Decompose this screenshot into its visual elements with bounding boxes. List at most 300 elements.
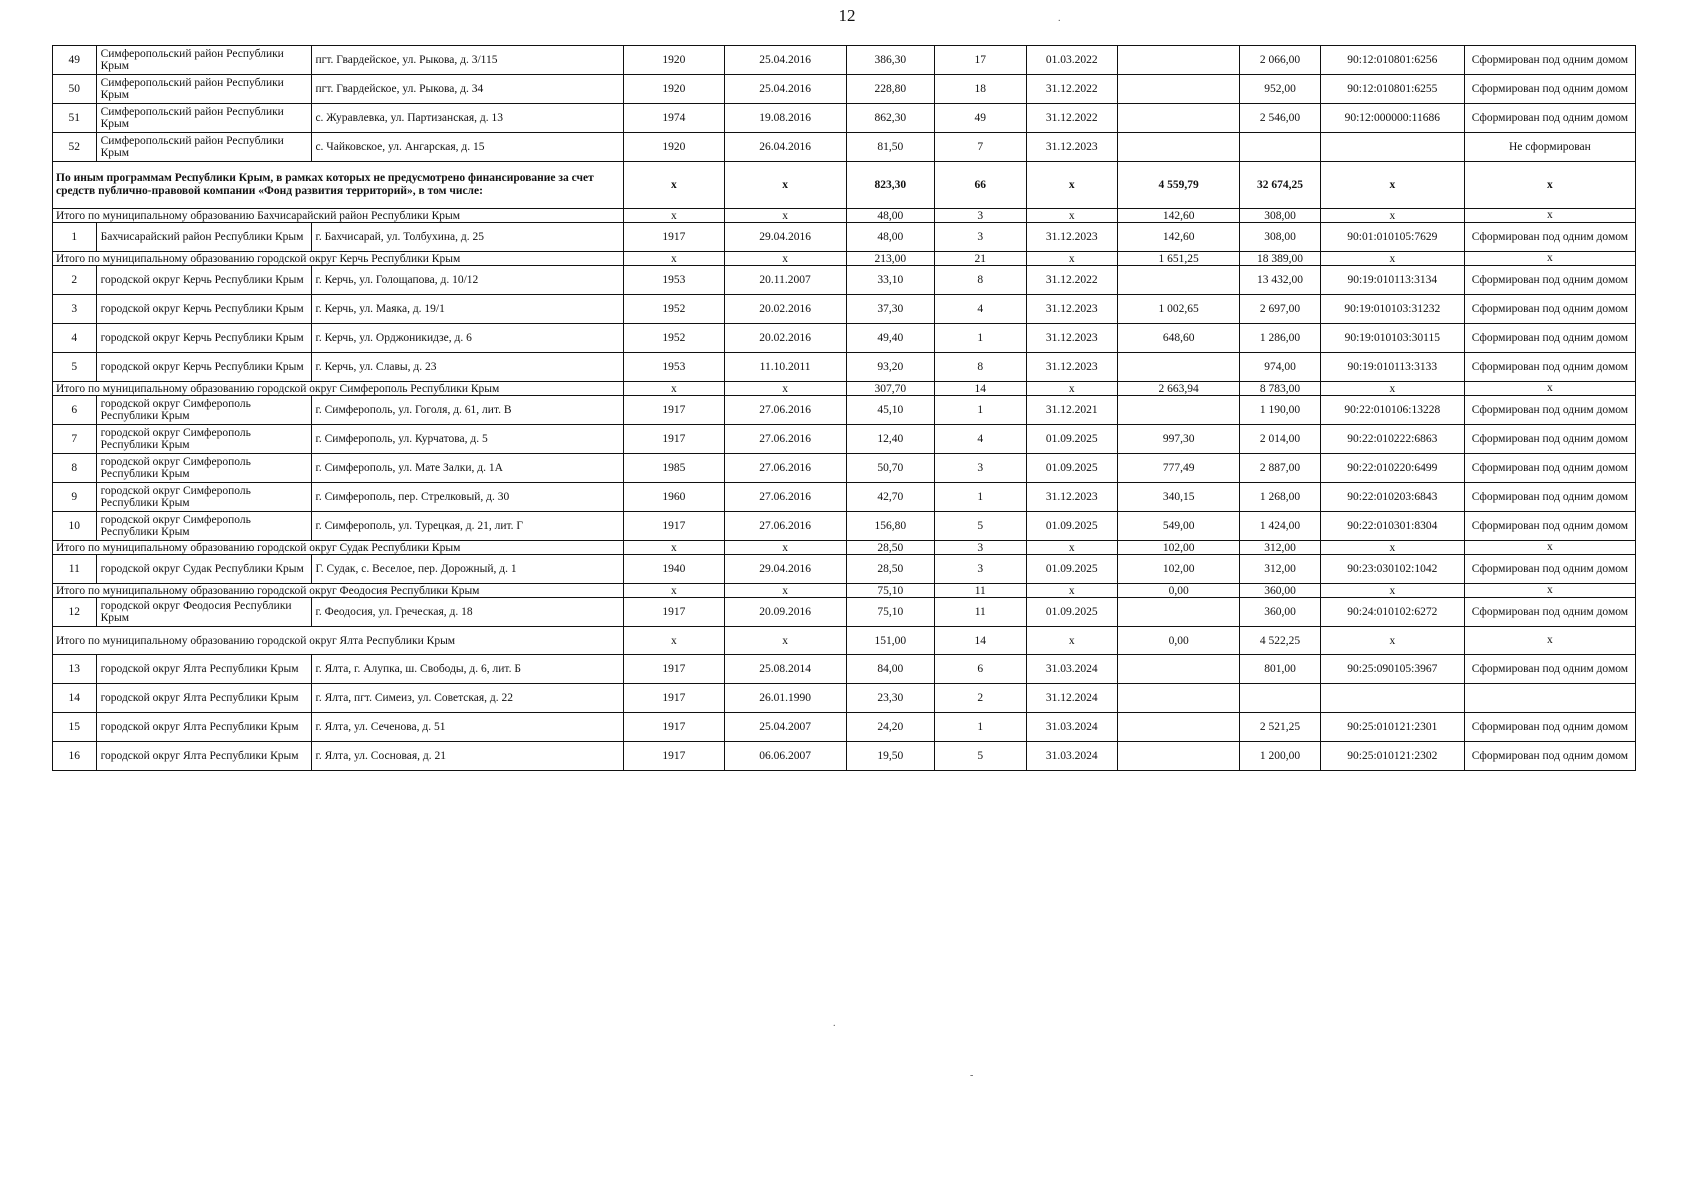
deadline-cell: 31.12.2022 bbox=[1026, 104, 1118, 133]
value1-cell: 4 559,79 bbox=[1118, 162, 1240, 209]
deadline-cell: x bbox=[1026, 584, 1118, 598]
cadastral-number-cell: 90:22:010203:6843 bbox=[1320, 483, 1464, 512]
page-number: 12 bbox=[838, 6, 856, 25]
year-cell: x bbox=[624, 627, 724, 655]
table-row bbox=[53, 655, 1636, 684]
deadline-cell: x bbox=[1026, 252, 1118, 266]
municipality-cell: городской округ Судак Республики Крым bbox=[96, 555, 312, 584]
area-cell: 50,70 bbox=[846, 454, 934, 483]
recognition-date-cell: 06.06.2007 bbox=[724, 742, 846, 771]
year-cell: 1985 bbox=[624, 454, 724, 483]
residents-cell: 3 bbox=[934, 541, 1026, 555]
deadline-cell: 01.09.2025 bbox=[1026, 598, 1118, 627]
residents-cell: 3 bbox=[934, 223, 1026, 252]
area-cell: 84,00 bbox=[846, 655, 934, 684]
municipality-cell: Симферопольский район Республики Крым bbox=[96, 104, 312, 133]
recognition-date-cell: 27.06.2016 bbox=[724, 396, 846, 425]
year-cell: 1917 bbox=[624, 223, 724, 252]
municipality-cell: городской округ Керчь Республики Крым bbox=[96, 295, 312, 324]
value2-cell: 8 783,00 bbox=[1240, 382, 1321, 396]
year-cell: 1917 bbox=[624, 742, 724, 771]
land-status-cell: x bbox=[1464, 252, 1635, 266]
value2-cell: 2 887,00 bbox=[1240, 454, 1321, 483]
municipality-cell: Симферопольский район Республики Крым bbox=[96, 75, 312, 104]
deadline-cell: 31.12.2023 bbox=[1026, 353, 1118, 382]
land-status-cell: Сформирован под одним домом bbox=[1464, 353, 1635, 382]
area-cell: 23,30 bbox=[846, 684, 934, 713]
year-cell: 1952 bbox=[624, 324, 724, 353]
land-status-cell: Сформирован под одним домом bbox=[1464, 266, 1635, 295]
value2-cell bbox=[1240, 684, 1321, 713]
area-cell: 49,40 bbox=[846, 324, 934, 353]
area-cell: 45,10 bbox=[846, 396, 934, 425]
table-row bbox=[53, 46, 1636, 75]
row-number-cell: 10 bbox=[53, 512, 97, 541]
year-cell: 1917 bbox=[624, 684, 724, 713]
recognition-date-cell: x bbox=[724, 252, 846, 266]
recognition-date-cell: x bbox=[724, 541, 846, 555]
cadastral-number-cell: x bbox=[1320, 252, 1464, 266]
subtotal-row bbox=[53, 209, 1636, 223]
area-cell: 28,50 bbox=[846, 541, 934, 555]
recognition-date-cell: x bbox=[724, 209, 846, 223]
year-cell: 1952 bbox=[624, 295, 724, 324]
residents-cell: 66 bbox=[934, 162, 1026, 209]
deadline-cell: 01.09.2025 bbox=[1026, 555, 1118, 584]
deadline-cell: 01.09.2025 bbox=[1026, 425, 1118, 454]
value2-cell: 801,00 bbox=[1240, 655, 1321, 684]
value1-cell: 102,00 bbox=[1118, 555, 1240, 584]
value2-cell: 360,00 bbox=[1240, 598, 1321, 627]
residents-cell: 49 bbox=[934, 104, 1026, 133]
address-cell: г. Бахчисарай, ул. Толбухина, д. 25 bbox=[312, 223, 624, 252]
cadastral-number-cell: 90:22:010222:6863 bbox=[1320, 425, 1464, 454]
area-cell: 156,80 bbox=[846, 512, 934, 541]
recognition-date-cell: 29.04.2016 bbox=[724, 223, 846, 252]
value2-cell: 2 521,25 bbox=[1240, 713, 1321, 742]
value1-cell: 777,49 bbox=[1118, 454, 1240, 483]
table-row bbox=[53, 713, 1636, 742]
row-number-cell: 11 bbox=[53, 555, 97, 584]
year-cell: 1920 bbox=[624, 46, 724, 75]
municipality-cell: Симферопольский район Республики Крым bbox=[96, 133, 312, 162]
value2-cell: 4 522,25 bbox=[1240, 627, 1321, 655]
area-cell: 28,50 bbox=[846, 555, 934, 584]
cadastral-number-cell: 90:24:010102:6272 bbox=[1320, 598, 1464, 627]
recognition-date-cell: x bbox=[724, 627, 846, 655]
residents-cell: 5 bbox=[934, 512, 1026, 541]
table-row bbox=[53, 598, 1636, 627]
area-cell: 307,70 bbox=[846, 382, 934, 396]
year-cell: 1960 bbox=[624, 483, 724, 512]
area-cell: 151,00 bbox=[846, 627, 934, 655]
residents-cell: 11 bbox=[934, 598, 1026, 627]
cadastral-number-cell: x bbox=[1320, 584, 1464, 598]
year-cell: 1917 bbox=[624, 512, 724, 541]
municipality-cell: городской округ Керчь Республики Крым bbox=[96, 353, 312, 382]
table-row bbox=[53, 295, 1636, 324]
deadline-cell: x bbox=[1026, 162, 1118, 209]
deadline-cell: 31.03.2024 bbox=[1026, 713, 1118, 742]
recognition-date-cell: x bbox=[724, 162, 846, 209]
value1-cell: 1 651,25 bbox=[1118, 252, 1240, 266]
value2-cell: 1 286,00 bbox=[1240, 324, 1321, 353]
address-cell: г. Симферополь, ул. Гоголя, д. 61, лит. В bbox=[312, 396, 624, 425]
subtotal-label-cell: Итого по муниципальному образованию городской округ Керчь Республики Крым bbox=[53, 252, 624, 266]
recognition-date-cell: 25.04.2016 bbox=[724, 46, 846, 75]
area-cell: 48,00 bbox=[846, 209, 934, 223]
address-cell: г. Керчь, ул. Маяка, д. 19/1 bbox=[312, 295, 624, 324]
residents-cell: 1 bbox=[934, 713, 1026, 742]
municipality-cell: городской округ Симферополь Республики Крым bbox=[96, 483, 312, 512]
value1-cell: 997,30 bbox=[1118, 425, 1240, 454]
deadline-cell: 31.12.2022 bbox=[1026, 266, 1118, 295]
land-status-cell: Сформирован под одним домом bbox=[1464, 223, 1635, 252]
value2-cell: 2 697,00 bbox=[1240, 295, 1321, 324]
value1-cell: 142,60 bbox=[1118, 223, 1240, 252]
value2-cell: 32 674,25 bbox=[1240, 162, 1321, 209]
recognition-date-cell: 26.01.1990 bbox=[724, 684, 846, 713]
year-cell: x bbox=[624, 252, 724, 266]
deadline-cell: 01.09.2025 bbox=[1026, 454, 1118, 483]
recognition-date-cell: 26.04.2016 bbox=[724, 133, 846, 162]
land-status-cell: Сформирован под одним домом bbox=[1464, 396, 1635, 425]
land-status-cell: Сформирован под одним домом bbox=[1464, 655, 1635, 684]
land-status-cell: Сформирован под одним домом bbox=[1464, 104, 1635, 133]
subtotal-label-cell: Итого по муниципальному образованию городской округ Ялта Республики Крым bbox=[53, 627, 624, 655]
row-number-cell: 49 bbox=[53, 46, 97, 75]
area-cell: 823,30 bbox=[846, 162, 934, 209]
cadastral-number-cell: 90:25:010121:2302 bbox=[1320, 742, 1464, 771]
recognition-date-cell: 25.04.2007 bbox=[724, 713, 846, 742]
row-number-cell: 5 bbox=[53, 353, 97, 382]
area-cell: 42,70 bbox=[846, 483, 934, 512]
table-row bbox=[53, 454, 1636, 483]
row-number-cell: 12 bbox=[53, 598, 97, 627]
area-cell: 386,30 bbox=[846, 46, 934, 75]
land-status-cell: Сформирован под одним домом bbox=[1464, 46, 1635, 75]
value2-cell: 2 066,00 bbox=[1240, 46, 1321, 75]
land-status-cell: Сформирован под одним домом bbox=[1464, 742, 1635, 771]
deadline-cell: 31.12.2022 bbox=[1026, 75, 1118, 104]
residents-cell: 11 bbox=[934, 584, 1026, 598]
area-cell: 75,10 bbox=[846, 584, 934, 598]
cadastral-number-cell: 90:19:010113:3133 bbox=[1320, 353, 1464, 382]
address-cell: г. Ялта, г. Алупка, ш. Свободы, д. 6, лит. Б bbox=[312, 655, 624, 684]
recognition-date-cell: 27.06.2016 bbox=[724, 483, 846, 512]
table-row bbox=[53, 324, 1636, 353]
value1-cell bbox=[1118, 713, 1240, 742]
recognition-date-cell: 25.08.2014 bbox=[724, 655, 846, 684]
municipality-cell: городской округ Керчь Республики Крым bbox=[96, 266, 312, 295]
value1-cell bbox=[1118, 396, 1240, 425]
subtotal-label-cell: Итого по муниципальному образованию городской округ Судак Республики Крым bbox=[53, 541, 624, 555]
cadastral-number-cell: x bbox=[1320, 382, 1464, 396]
land-status-cell: Сформирован под одним домом bbox=[1464, 598, 1635, 627]
deadline-cell: 31.12.2023 bbox=[1026, 223, 1118, 252]
residents-cell: 3 bbox=[934, 209, 1026, 223]
cadastral-number-cell: 90:25:090105:3967 bbox=[1320, 655, 1464, 684]
deadline-cell: 31.12.2023 bbox=[1026, 133, 1118, 162]
municipality-cell: городской округ Ялта Республики Крым bbox=[96, 713, 312, 742]
area-cell: 75,10 bbox=[846, 598, 934, 627]
land-status-cell: x bbox=[1464, 584, 1635, 598]
value2-cell: 312,00 bbox=[1240, 555, 1321, 584]
value2-cell: 308,00 bbox=[1240, 209, 1321, 223]
recognition-date-cell: 20.11.2007 bbox=[724, 266, 846, 295]
table-row bbox=[53, 684, 1636, 713]
subtotal-label-cell: Итого по муниципальному образованию городской округ Феодосия Республики Крым bbox=[53, 584, 624, 598]
year-cell: 1974 bbox=[624, 104, 724, 133]
municipality-cell: Симферопольский район Республики Крым bbox=[96, 46, 312, 75]
address-cell: г. Ялта, ул. Сеченова, д. 51 bbox=[312, 713, 624, 742]
cadastral-number-cell: 90:25:010121:2301 bbox=[1320, 713, 1464, 742]
stray-mark: - bbox=[970, 1070, 974, 1081]
land-status-cell: Сформирован под одним домом bbox=[1464, 454, 1635, 483]
land-status-cell: Сформирован под одним домом bbox=[1464, 425, 1635, 454]
value1-cell: 549,00 bbox=[1118, 512, 1240, 541]
land-status-cell: Сформирован под одним домом bbox=[1464, 75, 1635, 104]
year-cell: 1917 bbox=[624, 396, 724, 425]
year-cell: 1953 bbox=[624, 266, 724, 295]
value1-cell bbox=[1118, 598, 1240, 627]
land-status-cell: Сформирован под одним домом bbox=[1464, 324, 1635, 353]
recognition-date-cell: 20.09.2016 bbox=[724, 598, 846, 627]
address-cell: г. Ялта, пгт. Симеиз, ул. Советская, д. 22 bbox=[312, 684, 624, 713]
cadastral-number-cell: x bbox=[1320, 627, 1464, 655]
value1-cell: 142,60 bbox=[1118, 209, 1240, 223]
value1-cell: 648,60 bbox=[1118, 324, 1240, 353]
municipality-cell: городской округ Симферополь Республики Крым bbox=[96, 425, 312, 454]
value1-cell bbox=[1118, 266, 1240, 295]
municipality-cell: городской округ Симферополь Республики Крым bbox=[96, 454, 312, 483]
area-cell: 48,00 bbox=[846, 223, 934, 252]
table-row bbox=[53, 555, 1636, 584]
cadastral-number-cell: 90:22:010106:13228 bbox=[1320, 396, 1464, 425]
area-cell: 228,80 bbox=[846, 75, 934, 104]
address-cell: г. Феодосия, ул. Греческая, д. 18 bbox=[312, 598, 624, 627]
year-cell: 1917 bbox=[624, 425, 724, 454]
recognition-date-cell: x bbox=[724, 382, 846, 396]
value2-cell: 1 268,00 bbox=[1240, 483, 1321, 512]
land-status-cell bbox=[1464, 684, 1635, 713]
address-cell: г. Керчь, ул. Славы, д. 23 bbox=[312, 353, 624, 382]
land-status-cell: Сформирован под одним домом bbox=[1464, 512, 1635, 541]
value2-cell: 1 424,00 bbox=[1240, 512, 1321, 541]
table-row bbox=[53, 742, 1636, 771]
recognition-date-cell: 27.06.2016 bbox=[724, 512, 846, 541]
row-number-cell: 6 bbox=[53, 396, 97, 425]
value1-cell bbox=[1118, 684, 1240, 713]
table-row bbox=[53, 353, 1636, 382]
table-row bbox=[53, 512, 1636, 541]
value1-cell bbox=[1118, 742, 1240, 771]
cadastral-number-cell: 90:12:010801:6256 bbox=[1320, 46, 1464, 75]
cadastral-number-cell: 90:19:010103:30115 bbox=[1320, 324, 1464, 353]
address-cell: г. Керчь, ул. Голощапова, д. 10/12 bbox=[312, 266, 624, 295]
land-status-cell: Не сформирован bbox=[1464, 133, 1635, 162]
cadastral-number-cell: 90:19:010113:3134 bbox=[1320, 266, 1464, 295]
deadline-cell: 01.09.2025 bbox=[1026, 512, 1118, 541]
residents-cell: 1 bbox=[934, 396, 1026, 425]
value1-cell: 0,00 bbox=[1118, 627, 1240, 655]
year-cell: 1953 bbox=[624, 353, 724, 382]
residents-cell: 2 bbox=[934, 684, 1026, 713]
value1-cell: 2 663,94 bbox=[1118, 382, 1240, 396]
land-status-cell: x bbox=[1464, 541, 1635, 555]
value2-cell: 952,00 bbox=[1240, 75, 1321, 104]
subtotal-row bbox=[53, 541, 1636, 555]
residents-cell: 1 bbox=[934, 483, 1026, 512]
area-cell: 19,50 bbox=[846, 742, 934, 771]
municipality-cell: городской округ Ялта Республики Крым bbox=[96, 655, 312, 684]
deadline-cell: 31.12.2023 bbox=[1026, 324, 1118, 353]
residents-cell: 8 bbox=[934, 266, 1026, 295]
address-cell: Г. Судак, с. Веселое, пер. Дорожный, д. 1 bbox=[312, 555, 624, 584]
table-row bbox=[53, 223, 1636, 252]
residents-cell: 7 bbox=[934, 133, 1026, 162]
deadline-cell: 31.12.2023 bbox=[1026, 483, 1118, 512]
address-cell: с. Чайковское, ул. Ангарская, д. 15 bbox=[312, 133, 624, 162]
year-cell: 1940 bbox=[624, 555, 724, 584]
area-cell: 12,40 bbox=[846, 425, 934, 454]
municipality-cell: городской округ Симферополь Республики Крым bbox=[96, 512, 312, 541]
year-cell: 1920 bbox=[624, 133, 724, 162]
municipality-cell: Бахчисарайский район Республики Крым bbox=[96, 223, 312, 252]
subtotal-row bbox=[53, 382, 1636, 396]
address-cell: г. Симферополь, пер. Стрелковый, д. 30 bbox=[312, 483, 624, 512]
municipality-cell: городской округ Ялта Республики Крым bbox=[96, 684, 312, 713]
subtotal-label-cell: Итого по муниципальному образованию городской округ Симферополь Республики Крым bbox=[53, 382, 624, 396]
address-cell: г. Симферополь, ул. Мате Залки, д. 1А bbox=[312, 454, 624, 483]
recognition-date-cell: 25.04.2016 bbox=[724, 75, 846, 104]
row-number-cell: 9 bbox=[53, 483, 97, 512]
row-number-cell: 13 bbox=[53, 655, 97, 684]
land-status-cell: Сформирован под одним домом bbox=[1464, 713, 1635, 742]
cadastral-number-cell: x bbox=[1320, 162, 1464, 209]
value2-cell: 18 389,00 bbox=[1240, 252, 1321, 266]
area-cell: 213,00 bbox=[846, 252, 934, 266]
year-cell: x bbox=[624, 162, 724, 209]
deadline-cell: x bbox=[1026, 627, 1118, 655]
row-number-cell: 50 bbox=[53, 75, 97, 104]
recognition-date-cell: 20.02.2016 bbox=[724, 295, 846, 324]
row-number-cell: 1 bbox=[53, 223, 97, 252]
recognition-date-cell: x bbox=[724, 584, 846, 598]
value2-cell: 13 432,00 bbox=[1240, 266, 1321, 295]
residents-cell: 3 bbox=[934, 555, 1026, 584]
municipality-cell: городской округ Симферополь Республики Крым bbox=[96, 396, 312, 425]
cadastral-number-cell: x bbox=[1320, 209, 1464, 223]
value1-cell bbox=[1118, 75, 1240, 104]
residents-cell: 4 bbox=[934, 425, 1026, 454]
municipality-cell: городской округ Ялта Республики Крым bbox=[96, 742, 312, 771]
value2-cell: 360,00 bbox=[1240, 584, 1321, 598]
value1-cell: 1 002,65 bbox=[1118, 295, 1240, 324]
value2-cell: 308,00 bbox=[1240, 223, 1321, 252]
area-cell: 862,30 bbox=[846, 104, 934, 133]
row-number-cell: 4 bbox=[53, 324, 97, 353]
row-number-cell: 7 bbox=[53, 425, 97, 454]
table-row bbox=[53, 75, 1636, 104]
year-cell: x bbox=[624, 382, 724, 396]
cadastral-number-cell: 90:22:010301:8304 bbox=[1320, 512, 1464, 541]
land-status-cell: Сформирован под одним домом bbox=[1464, 483, 1635, 512]
deadline-cell: 31.12.2023 bbox=[1026, 295, 1118, 324]
deadline-cell: 31.03.2024 bbox=[1026, 655, 1118, 684]
municipality-cell: городской округ Феодосия Республики Крым bbox=[96, 598, 312, 627]
value2-cell: 974,00 bbox=[1240, 353, 1321, 382]
year-cell: 1917 bbox=[624, 655, 724, 684]
value2-cell: 1 200,00 bbox=[1240, 742, 1321, 771]
table-row bbox=[53, 266, 1636, 295]
row-number-cell: 16 bbox=[53, 742, 97, 771]
program-group-row bbox=[53, 162, 1636, 209]
value2-cell: 2 546,00 bbox=[1240, 104, 1321, 133]
value2-cell: 2 014,00 bbox=[1240, 425, 1321, 454]
residents-cell: 14 bbox=[934, 627, 1026, 655]
value1-cell bbox=[1118, 655, 1240, 684]
area-cell: 33,10 bbox=[846, 266, 934, 295]
land-status-cell: x bbox=[1464, 162, 1635, 209]
deadline-cell: x bbox=[1026, 209, 1118, 223]
municipality-cell: городской округ Керчь Республики Крым bbox=[96, 324, 312, 353]
year-cell: x bbox=[624, 584, 724, 598]
cadastral-number-cell: 90:19:010103:31232 bbox=[1320, 295, 1464, 324]
value2-cell: 312,00 bbox=[1240, 541, 1321, 555]
land-status-cell: x bbox=[1464, 382, 1635, 396]
deadline-cell: x bbox=[1026, 541, 1118, 555]
value1-cell bbox=[1118, 46, 1240, 75]
row-number-cell: 51 bbox=[53, 104, 97, 133]
value1-cell bbox=[1118, 353, 1240, 382]
row-number-cell: 52 bbox=[53, 133, 97, 162]
recognition-date-cell: 20.02.2016 bbox=[724, 324, 846, 353]
address-cell: г. Керчь, ул. Орджоникидзе, д. 6 bbox=[312, 324, 624, 353]
deadline-cell: 01.03.2022 bbox=[1026, 46, 1118, 75]
residents-cell: 8 bbox=[934, 353, 1026, 382]
row-number-cell: 2 bbox=[53, 266, 97, 295]
land-status-cell: Сформирован под одним домом bbox=[1464, 295, 1635, 324]
housing-register-table bbox=[52, 45, 1636, 771]
residents-cell: 21 bbox=[934, 252, 1026, 266]
stray-mark: . bbox=[833, 1018, 836, 1029]
year-cell: 1917 bbox=[624, 598, 724, 627]
recognition-date-cell: 11.10.2011 bbox=[724, 353, 846, 382]
area-cell: 81,50 bbox=[846, 133, 934, 162]
area-cell: 24,20 bbox=[846, 713, 934, 742]
residents-cell: 6 bbox=[934, 655, 1026, 684]
cadastral-number-cell: 90:22:010220:6499 bbox=[1320, 454, 1464, 483]
residents-cell: 17 bbox=[934, 46, 1026, 75]
deadline-cell: 31.12.2024 bbox=[1026, 684, 1118, 713]
recognition-date-cell: 27.06.2016 bbox=[724, 425, 846, 454]
land-status-cell: Сформирован под одним домом bbox=[1464, 555, 1635, 584]
cadastral-number-cell: 90:12:000000:11686 bbox=[1320, 104, 1464, 133]
value1-cell: 0,00 bbox=[1118, 584, 1240, 598]
area-cell: 93,20 bbox=[846, 353, 934, 382]
subtotal-label-cell: Итого по муниципальному образованию Бахчисарайский район Республики Крым bbox=[53, 209, 624, 223]
row-number-cell: 14 bbox=[53, 684, 97, 713]
group-label-cell: По иным программам Республики Крым, в рамках которых не предусмотрено финансирование за счет средств публично-правовой компании «Фонд развития территорий», в том числе: bbox=[53, 162, 624, 209]
cadastral-number-cell: 90:23:030102:1042 bbox=[1320, 555, 1464, 584]
table-row bbox=[53, 483, 1636, 512]
value2-cell: 1 190,00 bbox=[1240, 396, 1321, 425]
year-cell: 1917 bbox=[624, 713, 724, 742]
year-cell: x bbox=[624, 209, 724, 223]
year-cell: x bbox=[624, 541, 724, 555]
land-status-cell: x bbox=[1464, 209, 1635, 223]
